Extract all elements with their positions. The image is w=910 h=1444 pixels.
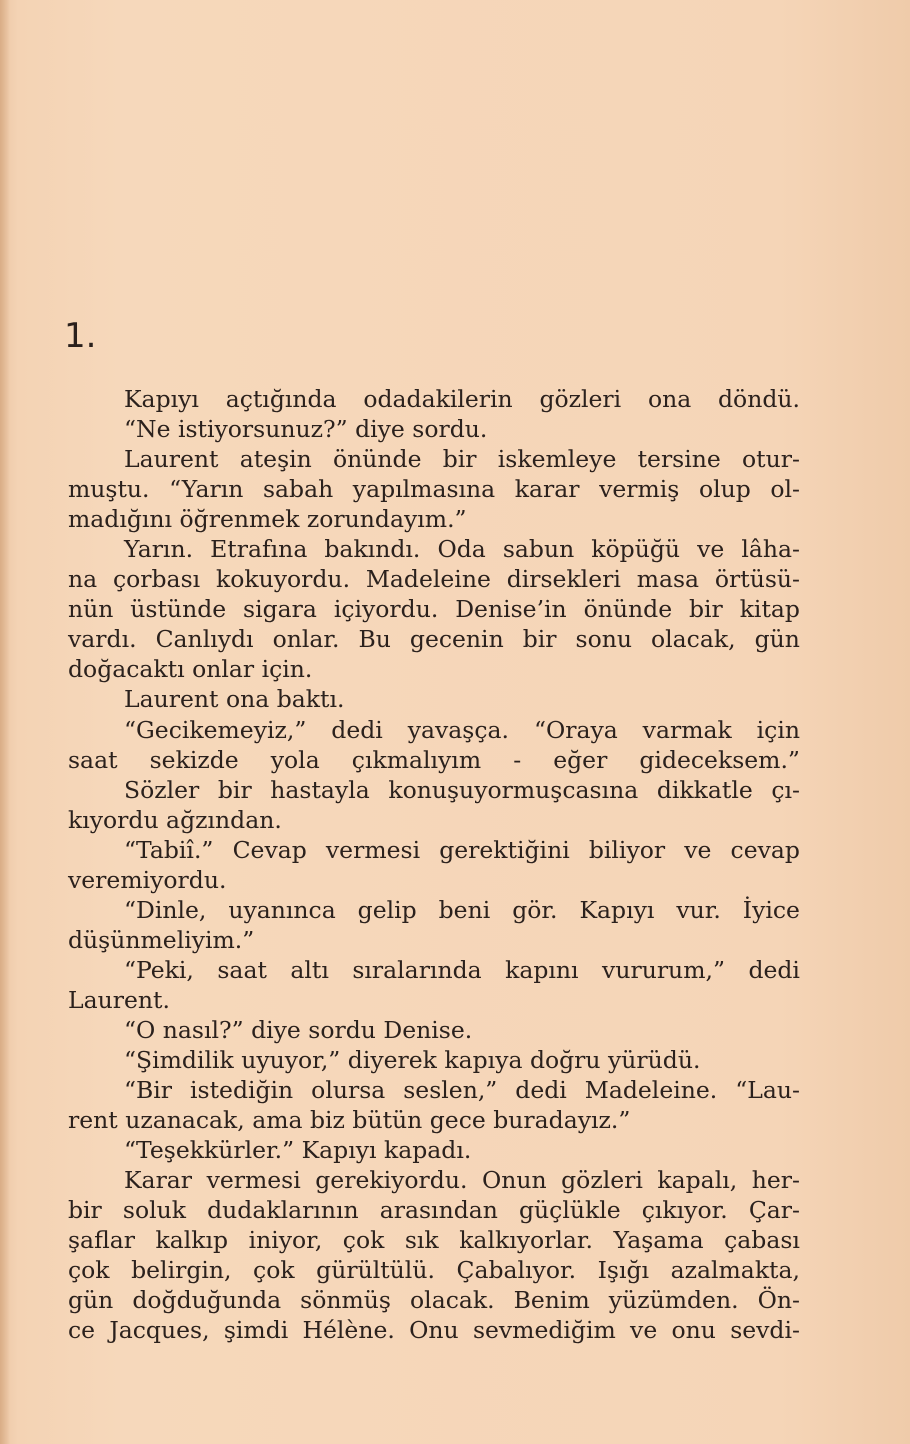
text-line-26: “Teşekkürler.” Kapıyı kapadı.	[124, 1136, 472, 1165]
word: karar	[514, 475, 580, 504]
word: ce	[68, 1316, 96, 1345]
text-line-31	[68, 1285, 800, 1315]
word: gözleri	[561, 1166, 643, 1195]
word: dedi	[331, 715, 383, 744]
word: olacak,	[651, 625, 736, 654]
text-line-2: “Ne istiyorsunuz?” diye sordu.	[124, 415, 488, 444]
word: varmak	[642, 715, 732, 744]
word: azalmakta,	[670, 1256, 800, 1285]
text-line-1	[68, 384, 800, 414]
word: yola	[270, 745, 320, 774]
word: “Bir	[124, 1076, 173, 1105]
word: uyanınca	[228, 895, 336, 924]
word: gelip	[357, 895, 417, 924]
text-line-14	[68, 775, 800, 805]
word: bir	[442, 445, 477, 474]
text-line-23: “Şimdilik uyuyor,” diyerek kapıya doğru yürüdü.	[124, 1046, 701, 1075]
word: Madeleine	[365, 565, 491, 594]
word: önünde	[333, 445, 422, 474]
word: gecenin	[409, 625, 504, 654]
word: bir	[689, 595, 723, 624]
word: Cevap	[232, 835, 307, 864]
word: konuşuyormuşcasına	[388, 775, 639, 804]
word: dirsekleri	[506, 565, 621, 594]
word: döndü.	[718, 385, 800, 413]
word: -	[513, 745, 522, 774]
word: sekizde	[149, 745, 239, 774]
word: Laurent	[124, 445, 219, 474]
word: Çabalıyor.	[456, 1256, 577, 1285]
word: saat	[68, 745, 118, 774]
text-line-5: madığını öğrenmek zorundayım.”	[68, 505, 467, 534]
text-line-12	[68, 715, 800, 745]
word: çok	[342, 1226, 385, 1255]
chapter-number: 1.	[64, 316, 97, 356]
word: kalkıyorlar.	[459, 1226, 594, 1255]
word: gör.	[512, 895, 558, 924]
word: vermesi	[325, 835, 421, 864]
word: nün	[68, 595, 114, 624]
word: “Peki,	[124, 955, 194, 984]
word: sık	[404, 1226, 439, 1255]
word: olursa	[311, 1076, 386, 1105]
word: gerekiyordu.	[315, 1166, 468, 1195]
text-line-15: kıyordu ağzından.	[68, 805, 282, 834]
word: ve	[684, 835, 712, 864]
word: gideceksem.”	[639, 745, 800, 774]
word: beni	[438, 895, 491, 924]
text-line-21: Laurent.	[68, 985, 170, 1014]
word: seslen,”	[403, 1076, 498, 1105]
word: dedi	[515, 1076, 567, 1105]
word: kitap	[739, 595, 800, 624]
word: otur-	[742, 445, 800, 474]
text-line-29	[68, 1225, 800, 1255]
word: Bu	[358, 625, 391, 654]
page-binding-shadow	[0, 0, 10, 1444]
word: şaflar	[68, 1226, 135, 1255]
word: sabun	[502, 535, 575, 564]
text-line-27	[68, 1165, 800, 1195]
word: olacak.	[410, 1286, 495, 1315]
word: vururum,”	[602, 955, 725, 984]
word: eğer	[553, 745, 608, 774]
text-line-6	[68, 534, 800, 564]
word: gürültülü.	[316, 1256, 435, 1285]
text-line-9	[68, 624, 800, 654]
word: “Oraya	[533, 715, 618, 744]
word: Etrafına	[210, 535, 308, 564]
word: önünde	[583, 595, 673, 624]
text-line-8	[68, 594, 800, 624]
word: “Tabiî.”	[124, 835, 214, 864]
word: bir	[68, 1196, 102, 1225]
word: İyice	[742, 895, 800, 924]
word: Kapıyı	[124, 385, 199, 413]
text-line-19: düşünmeliyim.”	[68, 925, 255, 954]
text-line-25: rent uzanacak, ama biz bütün gece buradayız.”	[68, 1106, 631, 1135]
word: Yaşama	[613, 1226, 704, 1255]
word: dikkatle	[656, 775, 753, 804]
word: köpüğü	[591, 535, 681, 564]
text-line-18	[68, 895, 800, 925]
text-line-20	[68, 955, 800, 985]
word: şimdi	[223, 1316, 289, 1345]
word: Hélène.	[302, 1316, 395, 1345]
word: Onu	[409, 1316, 459, 1345]
text-line-28	[68, 1195, 800, 1225]
word: bir	[217, 775, 252, 804]
word: Sözler	[124, 775, 200, 804]
word: cevap	[730, 835, 800, 864]
word: olup	[698, 475, 751, 504]
word: Ön-	[757, 1286, 800, 1315]
text-line-17: veremiyordu.	[68, 865, 227, 894]
word: yapılmasına	[352, 475, 496, 504]
text-line-30	[68, 1255, 800, 1285]
word: örtüsü-	[714, 565, 800, 594]
word: sıralarında	[352, 955, 482, 984]
word: kokuyordu.	[215, 565, 351, 594]
text-line-3	[68, 444, 800, 474]
text-line-10: doğacaktı onlar için.	[68, 655, 313, 684]
word: yavaşça.	[407, 715, 510, 744]
word: bir	[522, 625, 557, 654]
word: arasından	[379, 1196, 498, 1225]
word: “Lau-	[735, 1076, 800, 1105]
body-text	[68, 384, 800, 1346]
word: hastayla	[270, 775, 370, 804]
word: çok	[253, 1256, 295, 1285]
word: güçlükle	[518, 1196, 621, 1225]
word: Denise’in	[455, 595, 567, 624]
word: Jacques,	[109, 1316, 210, 1345]
word: her-	[751, 1166, 800, 1195]
word: sönmüş	[300, 1286, 391, 1315]
word: biliyor	[588, 835, 666, 864]
text-line-13	[68, 745, 800, 775]
word: “Dinle,	[124, 895, 207, 924]
text-line-24	[68, 1075, 800, 1105]
word: doğduğunda	[132, 1286, 282, 1315]
word: Oda	[437, 535, 486, 564]
word: kapalı,	[657, 1166, 738, 1195]
word: onlar.	[272, 625, 340, 654]
word: bakındı.	[324, 535, 421, 564]
word: Kapıyı	[579, 895, 655, 924]
word: Karar	[124, 1166, 193, 1195]
text-line-7	[68, 564, 800, 594]
word: çıkmalıyım	[351, 745, 482, 774]
word: iniyor,	[248, 1226, 323, 1255]
word: sevmediğim	[472, 1316, 616, 1345]
word: çorbası	[112, 565, 201, 594]
word: tersine	[637, 445, 721, 474]
word: soluk	[122, 1196, 186, 1225]
word: “Yarın	[169, 475, 244, 504]
word: odadakilerin	[363, 385, 513, 413]
word: muştu.	[68, 475, 150, 504]
word: Onun	[481, 1166, 547, 1195]
word: için	[756, 715, 800, 744]
word: onu	[671, 1316, 716, 1345]
word: açtığında	[225, 385, 337, 413]
word: ve	[697, 535, 725, 564]
word: dudaklarının	[207, 1196, 359, 1225]
text-line-4	[68, 474, 800, 504]
word: kalkıp	[155, 1226, 229, 1255]
word: ve	[630, 1316, 658, 1345]
word: ona	[647, 385, 692, 413]
word: vardı.	[68, 625, 137, 654]
word: Işığı	[597, 1256, 650, 1285]
word: gözleri	[539, 385, 622, 413]
word: kapını	[505, 955, 579, 984]
text-line-32	[68, 1315, 800, 1345]
word: gün	[754, 625, 800, 654]
text-line-11: Laurent ona baktı.	[124, 685, 345, 714]
word: sonu	[575, 625, 632, 654]
word: sigara	[243, 595, 317, 624]
word: vermiş	[599, 475, 680, 504]
word: Benim	[513, 1286, 590, 1315]
word: lâha-	[741, 535, 800, 564]
word: çabası	[724, 1226, 800, 1255]
word: belirgin,	[131, 1256, 232, 1285]
word: çok	[68, 1256, 110, 1285]
word: sevdi-	[730, 1316, 800, 1345]
word: ol-	[770, 475, 800, 504]
word: istediğin	[190, 1076, 294, 1105]
word: dedi	[748, 955, 800, 984]
word: saat	[217, 955, 267, 984]
text-line-16	[68, 835, 800, 865]
word: ateşin	[239, 445, 312, 474]
word: üstünde	[130, 595, 227, 624]
word: yüzümden.	[608, 1286, 739, 1315]
word: altı	[290, 955, 329, 984]
word: Yarın.	[124, 535, 194, 564]
word: çıkıyor.	[641, 1196, 728, 1225]
text-line-22: “O nasıl?” diye sordu Denise.	[124, 1015, 473, 1044]
word: “Gecikemeyiz,”	[124, 715, 307, 744]
word: içiyordu.	[333, 595, 439, 624]
word: masa	[636, 565, 700, 594]
word: çı-	[771, 775, 800, 804]
word: vermesi	[206, 1166, 301, 1195]
word: na	[68, 565, 98, 594]
word: Canlıydı	[155, 625, 254, 654]
word: sabah	[262, 475, 334, 504]
word: iskemleye	[497, 445, 617, 474]
word: Madeleine.	[584, 1076, 718, 1105]
word: gerektiğini	[439, 835, 570, 864]
word: vur.	[676, 895, 721, 924]
word: gün	[68, 1286, 114, 1315]
word: Çar-	[748, 1196, 800, 1225]
